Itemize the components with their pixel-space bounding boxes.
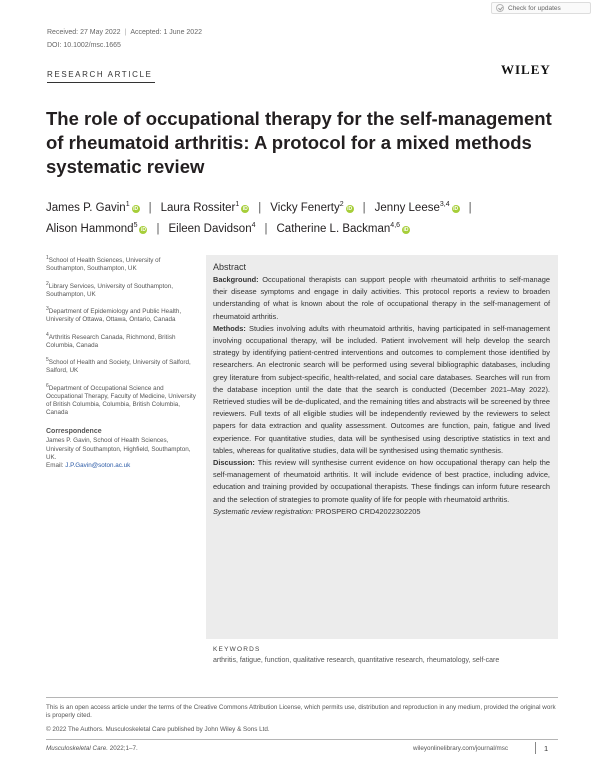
footer-divider — [46, 697, 558, 698]
abstract-heading: Abstract — [213, 262, 247, 272]
keywords: arthritis, fatigue, function, qualitative research, quantitative research, rheumatology, self-care — [213, 657, 500, 664]
orcid-icon[interactable]: iD — [347, 205, 353, 212]
author[interactable]: Catherine L. Backman$^{4,6}$iD — [276, 221, 409, 235]
journal-citation: Musculoskeletal Care. 2022;1–7. — [46, 745, 138, 752]
received-date: Received: 27 May 2022 — [47, 29, 121, 36]
abstract — [213, 260, 550, 518]
accepted-date: Accepted: 1 June 2022 — [130, 29, 202, 36]
abstract-methods: Methods: Studies involving adults with rheumatoid arthritis, having participated in self-management involving occupational therapy, will be included. Patient involvement will help develop the search strategy by identifying patient-centred interventions and outcomes to complement those identified by researchers. An electronic search will be performed using several bibliographic databases, including grey literature from subject-specific, health-related, and social care databases. Searches will run from the database inception until the date that the search is conducted (December 2021–May 2022). Retrieved studies will be de-duplicated, and the remaining titles and abstracts will be screened by three reviewers. Full texts of all eligible studies will be independently reviewed by the reviewers to select papers for data extraction and quality assessment. Outcomes are function, pain, fatigue and lived experience. For quantitative studies, data will be synthesised using descriptive statistics in text and tables, whereas for qualitative studies, data will be synthesised using thematic synthesis. — [213, 323, 550, 455]
page-number: 1 — [544, 744, 549, 753]
correspondence-email-link[interactable]: J.P.Gavin@soton.ac.uk — [65, 462, 131, 470]
license-text: This is an open access article under the terms of the Creative Commons Attribution License, which permits use, distribution and reproduction in any medium, provided the original work is properly cited. — [46, 704, 556, 720]
orcid-icon[interactable]: iD — [403, 226, 409, 233]
affiliation: $^1$School of Health Sciences, University of Southampton, Southampton, UK — [46, 255, 161, 273]
author[interactable]: Eileen Davidson$^4$ — [168, 221, 256, 235]
correspondence-address: James P. Gavin, School of Health Sciences, University of Southampton, Highfield, Southampton, UK. — [46, 437, 191, 461]
author[interactable]: James P. Gavin$^1$iD — [46, 201, 139, 214]
check-for-updates-badge[interactable] — [491, 2, 591, 14]
abstract-registration: Systematic review registration: PROSPERO CRD42022302205 — [213, 506, 421, 516]
doi[interactable]: DOI: 10.1002/msc.1665 — [47, 42, 121, 49]
affiliation: $^5$School of Health and Society, University of Salford, Salford, UK — [46, 357, 191, 375]
orcid-icon[interactable]: iD — [133, 205, 139, 212]
affiliation: $^6$Department of Occupational Science and Occupational Therapy, Faculty of Medicine, University of British Columbia, Columbia, British Columbia, Canada — [46, 382, 196, 417]
author[interactable]: Jenny Leese$^{3,4}$iD — [374, 201, 459, 214]
orcid-icon[interactable]: iD — [140, 226, 146, 233]
orcid-icon[interactable]: iD — [453, 205, 459, 212]
article-type: RESEARCH ARTICLE — [47, 70, 153, 79]
article-dates: Received: 27 May 2022 | Accepted: 1 June 2022 — [47, 29, 202, 36]
author[interactable]: Alison Hammond$^5$iD — [46, 221, 146, 235]
keywords-heading: KEYWORDS — [213, 646, 261, 653]
affiliation: $^3$Department of Epidemiology and Public Health, University of Ottawa, Ottawa, Ontario, Canada — [46, 306, 182, 324]
author[interactable]: Vicky Fenerty$^2$iD — [270, 201, 353, 214]
author-list: James P. Gavin$^1$iD | Laura Rossiter$^1$iD | Vicky Fenerty$^2$iD | Jenny Leese$^{3,4}$iD | Alison Hammond$^5$iD | Eileen Davidson$^4$ | Catherine L. Backman$^{4,6}$iD — [46, 201, 472, 235]
affiliation: $^4$Arthritis Research Canada, Richmond, British Columbia, Canada — [46, 331, 176, 349]
orcid-icon[interactable]: iD — [242, 205, 248, 212]
abstract-discussion: Discussion: This review will synthesise current evidence on how occupational therapy can help the self-management of rheumatoid arthritis. It will include evidence of best practice, including advice, education and training provided by occupational therapists. These findings can inform future research and the selection of strategies to promote quality of life for people with rheumatoid arthritis. — [213, 458, 550, 504]
abstract-background: Background: Occupational therapists can support people with rheumatoid arthritis to self-manage their disease symptoms and engage in daily activities. This protocol reports a review to broaden understanding of what is known about the role of occupational therapy in the self-management of rheumatoid arthritis. — [213, 275, 550, 321]
footer-divider — [46, 739, 558, 740]
copyright: © 2022 The Authors. Musculoskeletal Care published by John Wiley & Sons Ltd. — [46, 726, 270, 733]
author[interactable]: Laura Rossiter$^1$iD — [160, 201, 248, 214]
page-separator — [535, 742, 536, 754]
correspondence-email-line: Email: J.P.Gavin@soton.ac.uk — [46, 462, 131, 470]
correspondence-heading: Correspondence — [46, 428, 102, 436]
journal-site-link[interactable]: wileyonlinelibrary.com/journal/msc — [413, 745, 509, 752]
check-updates-icon — [496, 4, 504, 12]
article-type-underline — [47, 82, 155, 83]
affiliation: $^2$Library Services, University of Southampton, Southampton, UK — [46, 280, 174, 298]
publisher-logo: WILEY — [501, 62, 551, 77]
check-updates-label: Check for updates — [508, 4, 561, 12]
article-title: The role of occupational therapy for the self-management of rheumatoid arthritis: A protocol for a mixed methods systematic review — [46, 108, 552, 177]
affiliations — [46, 254, 196, 470]
